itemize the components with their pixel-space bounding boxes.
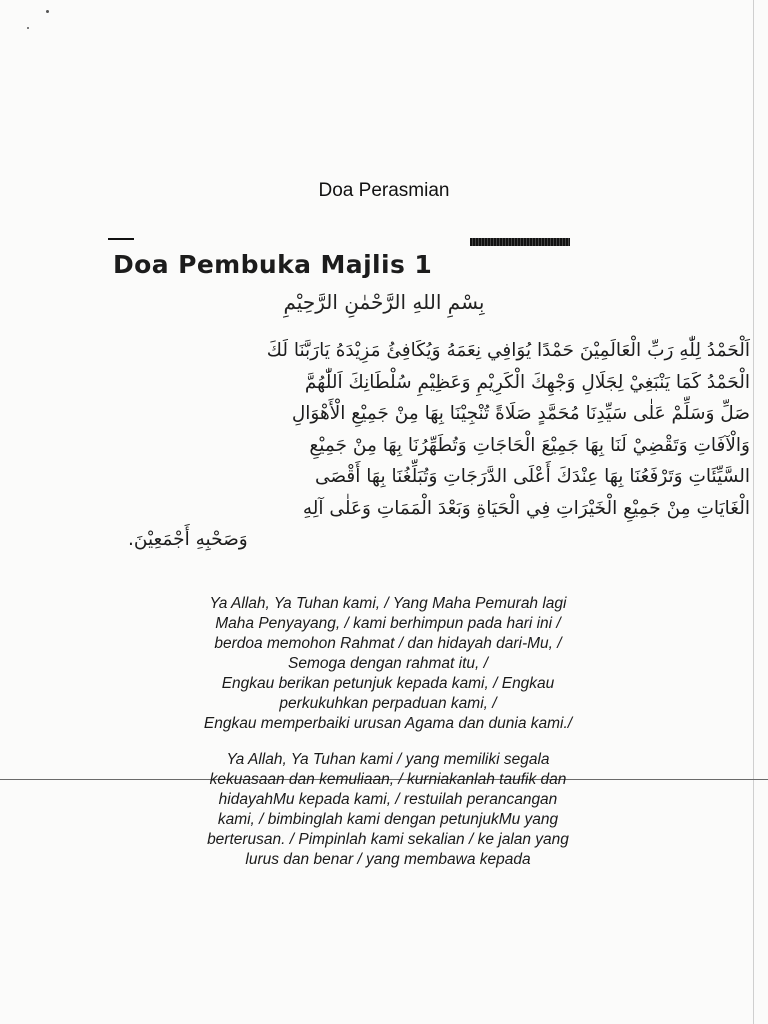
header-rule-left xyxy=(108,238,134,240)
translation-line: Ya Allah, Ya Tuhan kami, / Yang Maha Pemurah lagi xyxy=(209,595,567,612)
translation-paragraph xyxy=(170,750,606,870)
translation-line: Maha Penyayang, / kami berhimpun pada hari ini / xyxy=(215,615,561,632)
arabic-line: اَلْحَمْدُ لِلّٰهِ رَبِّ الْعَالَمِيْنَ حَمْدًا يُوَافِي نِعَمَهُ وَيُكَافِئُ مَزِيْدَهُ يَارَبَّنَا لَكَ xyxy=(266,340,750,361)
header-rule-right xyxy=(470,238,570,246)
translation-line: Semoga dengan rahmat itu, / xyxy=(288,655,488,672)
arabic-line: الْحَمْدُ كَمَا يَنْبَغِيْ لِجَلَالِ وَجْهِكَ الْكَرِيْمِ وَعَظِيْمِ سُلْطَانِكَ اَللّٰهُمَّ xyxy=(304,371,750,393)
arabic-line: السَّيِّئَاتِ وَتَرْفَعُنَا بِهَا عِنْدَكَ أَعْلَى الدَّرَجَاتِ وَتُبَلِّغُنَا بِهَا أَقْصَى xyxy=(314,466,750,487)
translation-line: Engkau memperbaiki urusan Agama dan dunia kami./ xyxy=(203,715,573,732)
arabic-line: الْغَايَاتِ مِنْ جَمِيْعِ الْخَيْرَاتِ فِي الْحَيَاةِ وَبَعْدَ الْمَمَاتِ وَعَلٰى آلِهِ xyxy=(302,497,750,519)
translation-line: berdoa memohon Rahmat / dan hidayah dari-Mu, / xyxy=(214,635,562,652)
scan-speck xyxy=(46,10,49,13)
scan-speck xyxy=(27,27,29,29)
section-title: Doa Pembuka Majlis 1 xyxy=(113,250,433,279)
arabic-line: صَلِّ وَسَلِّمْ عَلٰى سَيِّدِنَا مُحَمَّدٍ صَلَاةً تُنْجِيْنَا بِهَا مِنْ جَمِيْعِ الْأَهْوَالِ xyxy=(291,403,750,424)
scan-edge-line xyxy=(753,0,754,1024)
translation-line: berterusan. / Pimpinlah kami sekalian / ke jalan yang xyxy=(207,831,569,848)
translation-line: Ya Allah, Ya Tuhan kami / yang memiliki segala xyxy=(226,751,550,768)
translation-paragraph xyxy=(170,594,606,734)
translation xyxy=(170,594,606,870)
translation-line: kekuasaan dan kemuliaan, / kurniakanlah taufik dan xyxy=(209,771,567,788)
translation-line: Engkau berikan petunjuk kepada kami, / Engkau xyxy=(221,675,555,692)
translation-line: kami, / bimbinglah kami dengan petunjukMu yang xyxy=(217,811,559,828)
translation-line: lurus dan benar / yang membawa kepada xyxy=(245,851,531,868)
basmala: بِسْمِ اللهِ الرَّحْمٰنِ الرَّحِيْمِ xyxy=(283,290,485,314)
arabic-line: وَالْآفَاتِ وَتَقْضِيْ لَنَا بِهَا جَمِيْعَ الْحَاجَاتِ وَتُطَهِّرُنَا بِهَا مِنْ جَمِيْعِ xyxy=(309,434,750,456)
document-title: Doa Perasmian xyxy=(318,180,450,201)
arabic-prayer xyxy=(128,335,750,556)
translation-line: hidayahMu kepada kami, / restuilah perancangan xyxy=(218,791,558,808)
arabic-line: وَصَحْبِهِ أَجْمَعِيْنَ. xyxy=(128,529,248,550)
translation-line: perkukuhkan perpaduan kami, / xyxy=(279,695,497,712)
